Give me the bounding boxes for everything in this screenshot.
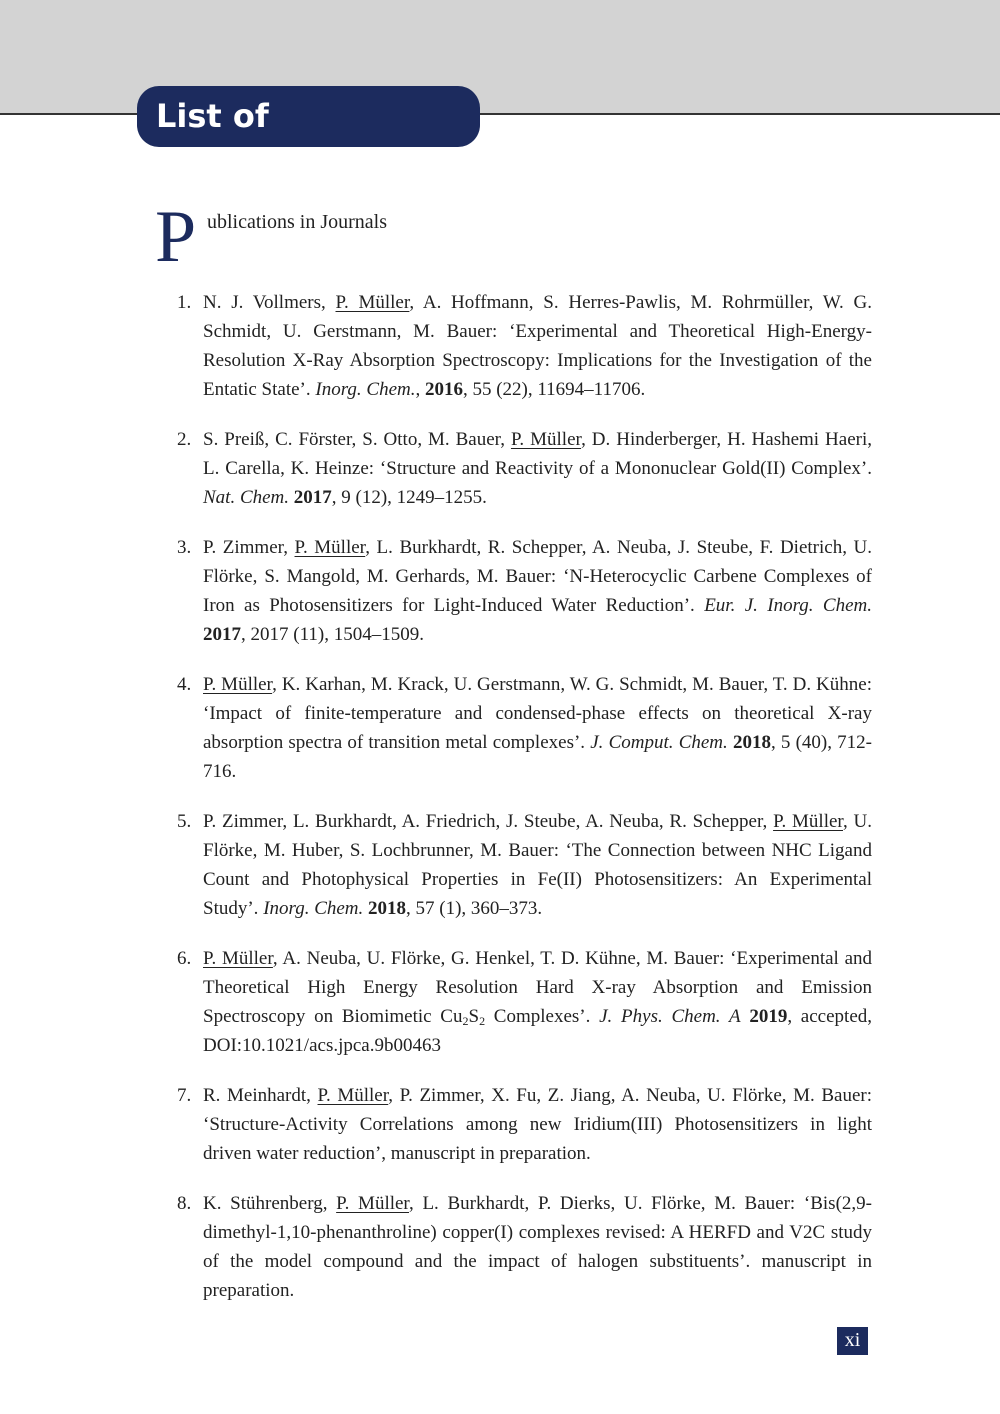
highlighted-author: P. Müller [203,674,273,695]
publication-authors: , A. Neuba, U. Flörke, G. Henkel, T. D. Kühne, M. Bauer: [272,948,731,969]
publication-authors: , L. Burkhardt, R. Schepper, A. Neuba, J. Steube, F. Dietrich, U. Flörke, S. Mangold, M. Gerhards, M. Bauer: [203,537,872,587]
publication-number: 2. [177,429,192,450]
section-dropcap: P [155,196,197,278]
highlighted-author: P. Müller [510,429,582,450]
publication-journal: Inorg. Chem. [263,898,364,919]
publication-journal: Eur. J. Inorg. Chem. [704,595,872,616]
publication-title: ‘Experimental and Theoretical High-Energy-Resolution X-Ray Absorption Spectroscopy: Implications for the Investigation of the Entatic State’. [203,321,872,400]
publication-authors: , D. Hinderberger, H. Hashemi Haeri, L. Carella, K. Heinze: [203,429,872,479]
publication-authors: N. J. Vollmers, [203,292,336,313]
highlighted-author: P. Müller [773,811,843,832]
publication-journal: Nat. Chem. [203,487,290,508]
publication-number: 6. [177,948,192,969]
chapter-title: List of Publications [137,86,480,147]
publication-details: , 5 (40), 712-716. [203,732,873,782]
publication-number: 1. [177,292,192,313]
publication-number: 7. [177,1085,192,1106]
publication-year: 2016 [424,379,463,400]
publication-journal: Inorg. Chem. [315,379,416,400]
publication-details: , 9 (12), 1249–1255. [331,487,487,508]
publication-title: Complexes’. [485,1006,600,1027]
publication-number: 4. [177,674,192,695]
publication-item [168,807,872,923]
publication-item [168,1189,872,1305]
publication-year: 2017 [203,624,241,645]
publication-title: ‘N-Heterocyclic Carbene Complexes of Iron as Photosensitizers for Light-Induced Water Reduction’. [203,566,872,616]
publication-title: ‘Structure and Reactivity of a Mononuclear Gold(II) Complex’. [379,458,872,479]
publication-authors: , L. Burkhardt, P. Dierks, U. Flörke, M. Bauer: [409,1193,804,1214]
publication-details: , 55 (22), 11694–11706. [462,379,646,400]
publication-separator: , [415,379,425,400]
publication-authors: P. Zimmer, L. Burkhardt, A. Friedrich, J. Steube, A. Neuba, R. Schepper, [203,811,774,832]
publication-authors: K. Stührenberg, [203,1193,337,1214]
publication-authors: , A. Hoffmann, S. Herres-Pawlis, M. Rohrmüller, W. G. Schmidt, U. Gerstmann, M. Bauer: [203,292,872,342]
publication-number: 5. [177,811,192,832]
section-heading-text: ublications in Journals [207,211,387,233]
publication-item [168,425,872,512]
publication-authors: , U. Flörke, M. Huber, S. Lochbrunner, M. Bauer: [203,811,872,861]
highlighted-author: P. Müller [317,1085,389,1106]
publication-journal: J. Comput. Chem. [590,732,728,753]
publication-year: 2018 [368,898,407,919]
publication-number: 8. [177,1193,192,1214]
publication-item [168,533,872,649]
highlighted-author: P. Müller [336,1193,409,1214]
publication-separator [741,1006,750,1027]
publication-item [168,288,872,404]
publication-details: , 57 (1), 360–373. [406,898,543,919]
publication-details: , 2017 (11), 1504–1509. [241,624,424,645]
publication-details: , accepted, DOI:10.1021/acs.jpca.9b00463 [203,1006,872,1056]
subscript: 2 [462,1014,469,1028]
publication-journal: J. Phys. Chem. A [599,1006,741,1027]
subscript: 2 [479,1014,486,1028]
publication-item [168,944,872,1060]
publication-title: ‘Bis(2,9-dimethyl-1,10-phenanthroline) copper(I) complexes revised: A HERFD and V2C study of the model compound and the impact of halogen substituents’. manuscript in preparation. [203,1193,872,1301]
publication-item [168,670,872,786]
publication-list [168,288,872,1326]
publication-year: 2019 [749,1006,788,1027]
publication-year: 2017 [293,487,332,508]
publication-authors: , P. Zimmer, X. Fu, Z. Jiang, A. Neuba, U. Flörke, M. Bauer: [388,1085,872,1106]
publication-number: 3. [177,537,192,558]
highlighted-author: P. Müller [203,948,273,969]
publication-year: 2018 [732,732,771,753]
highlighted-author: P. Müller [294,537,366,558]
publication-title: ‘Impact of finite-temperature and condensed-phase effects on theoretical X-ray absorption spectra of transition metal complexes’. [203,703,872,753]
publication-authors: , K. Karhan, M. Krack, U. Gerstmann, W. G. Schmidt, M. Bauer, T. D. Kühne: [272,674,872,695]
publication-title: ‘Structure-Activity Correlations among new Iridium(III) Photosensitizers in light driven water reduction’, manuscript in preparation. [203,1114,872,1164]
publication-authors: R. Meinhardt, [203,1085,318,1106]
page-number: xi [837,1327,868,1355]
highlighted-author: P. Müller [335,292,410,313]
publication-title: S [468,1006,480,1027]
publication-title: ‘Experimental and Theoretical High Energy Resolution Hard X-ray Absorption and Emission Spectroscopy on Biomimetic Cu [203,948,872,1027]
publication-item [168,1081,872,1168]
publication-authors: S. Preiß, C. Förster, S. Otto, M. Bauer, [203,429,511,450]
publication-authors: P. Zimmer, [203,537,295,558]
publication-title: ‘The Connection between NHC Ligand Count and Photophysical Properties in Fe(II) Photosensitizers: An Experimental Study’. [203,840,872,919]
